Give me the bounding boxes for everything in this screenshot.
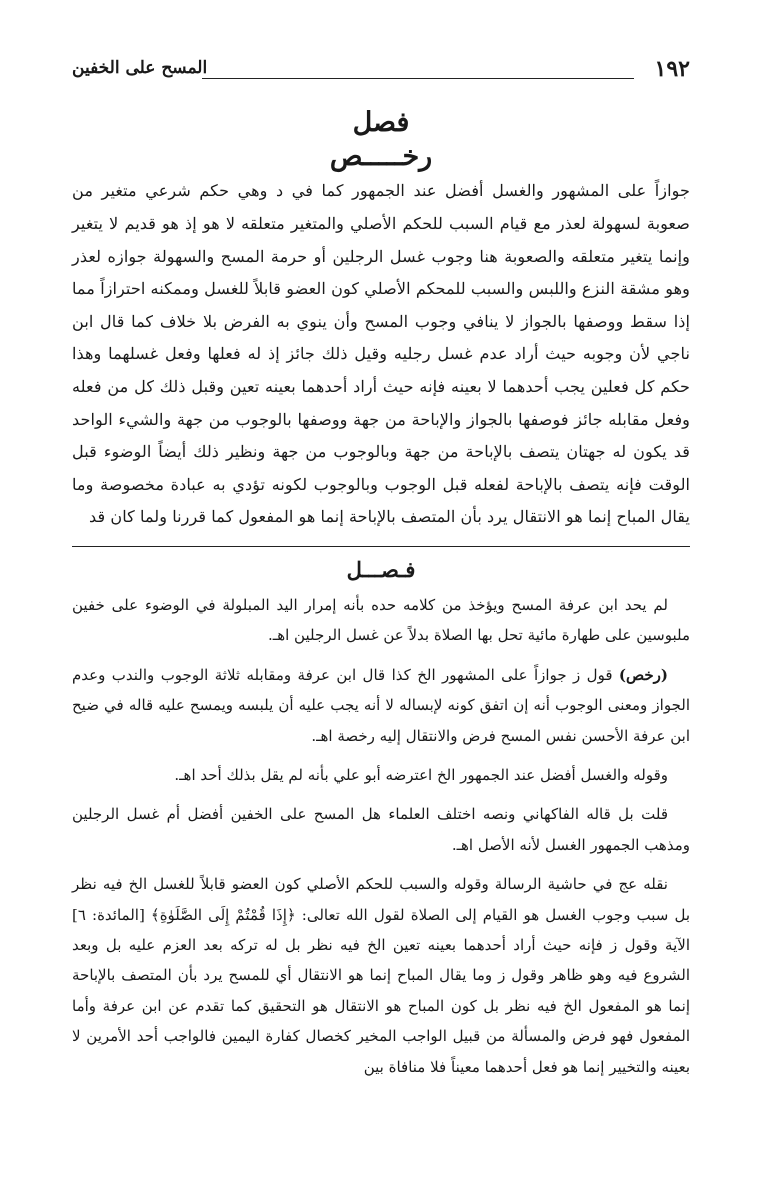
page-number: ١٩٢ — [654, 56, 690, 82]
notes-title: فـصـــل — [346, 556, 416, 582]
main-text — [72, 175, 690, 534]
header-rule — [202, 78, 634, 79]
page-header — [72, 52, 690, 86]
main-paragraph: جوازاً على المشهور والغسل أفضل عند الجمهور كما في د وهي حكم شرعي متغير من صعوبة لسهولة لعذر مع قيام السبب للحكم الأصلي والمتغير متعلقه لا هو إذ هو قديم لا يتغير وإنما يتغير متعلقه والصعوبة هنا وجوب غسل الرجلين أو حرمة المسح والسهولة جوازه لعذر وهو مشقة النزع واللبس والسبب للمحكم الأصلي كون العضو قابلاً للغسل وممكنه احترازاً مما إذا سقط ووصفها بالجواز لا ينافي وجوب المسح وأن ينوي به الفرض بلا خلاف كما قال ابن ناجي لأن وجوبه حيث أراد عدم غسل رجليه وقيل ذلك جائز إذ له فعلها وفعل غسلهما وهذا حكم كل فعلين يجب أحدهما لا بعينه فإنه حيث أراد أحدهما بعينه تعين وقبل ذلك كل من فعله وفعل مقابله جائز فوصفها بالجواز والإباحة من جهة ووصفها بالوجوب من جهة والشيء الواحد قد يكون له جهتان يتصف بالإباحة من جهة وبالوجوب من جهة ونظير ذلك أيضاً الوضوء قبل الوقت فإنه يتصف بالإباحة لفعله قبل الوجوب وبالوجوب لكونه تؤدي به عبادة مخصوصة وما يقال المباح إنما هو الانتقال يرد بأن المتصف بالإباحة إنما هو المفعول كما قررنا ولما كان قد — [72, 181, 690, 527]
note-lead: (رخص) — [618, 665, 668, 684]
note-text: لم يحد ابن عرفة المسح ويؤخذ من كلامه حده بأنه إمرار اليد المبلولة في الوضوء على خفين ملبوسين على طهارة مائية تحل بها الصلاة بدلاً عن غسل الرجلين اهـ. — [72, 595, 690, 645]
commentary-notes — [72, 590, 690, 1082]
note-paragraph — [72, 660, 690, 751]
note-text: قلت بل قاله الفاكهاني ونصه اختلف العلماء هل المسح على الخفين أفضل أم غسل الرجلين ومذهب الجمهور الغسل لأنه الأصل اهـ. — [72, 805, 690, 854]
note-text: قول ز جوازاً على المشهور الخ كذا قال ابن عرفة ومقابله ثلاثة الوجوب والندب وعدم الجواز ومعنى الوجوب أنه إن اتفق كونه لإبساله لا أنه يجب عليه أن يلبسه ويمسح عليه قاله في ضيح ابن عرفة الأحسن نفس المسح فرض والانتقال إليه رخصة اهـ. — [72, 665, 690, 745]
section-subtitle: رخـــــص — [329, 140, 433, 172]
document-page — [72, 52, 690, 1091]
note-paragraph — [72, 799, 690, 860]
footnote-divider — [72, 546, 690, 547]
section-title: فصل — [352, 107, 410, 138]
note-text: نقله عج في حاشية الرسالة وقوله والسبب للحكم الأصلي كون العضو قابلاً للغسل الخ فيه نظر بل سبب وجوب الغسل هو القيام إلى الصلاة لقول الله تعالى: ﴿إِذَا قُمْتُمْ إِلَى الصَّلَوٰةِ﴾ [المائدة: ٦] الآية وقول ز فإنه حيث أراد أحدهما بعينه تعين الخ فيه نظر بل له تركه بعد العزم عليه بل وبعد الشروع فيه وهو ظاهر وقول ز وما يقال المباح إنما هو الانتقال أي للمسح يرد بأن المتصف بالإباحة إنما هو المفعول الخ فيه نظر بل كون المباح هو الانتقال هو التحقيق كما تقدم عن ابن عرفة وأما المفعول فهو فرض والمسألة من قبيل الواجب المخير كخصال كفارة اليمين فالواجب أحد الأمرين لا بعينه والتخيير إنما هو فعل أحدهما معيناً فلا منافاة بين — [72, 875, 690, 1076]
note-paragraph — [72, 869, 690, 1082]
running-title: المسح على الخفين — [72, 58, 208, 78]
note-paragraph — [72, 760, 690, 790]
note-text: وقوله والغسل أفضل عند الجمهور الخ اعترضه أبو علي بأنه لم يقل بذلك أحد اهـ. — [174, 765, 668, 784]
note-paragraph — [72, 590, 690, 651]
